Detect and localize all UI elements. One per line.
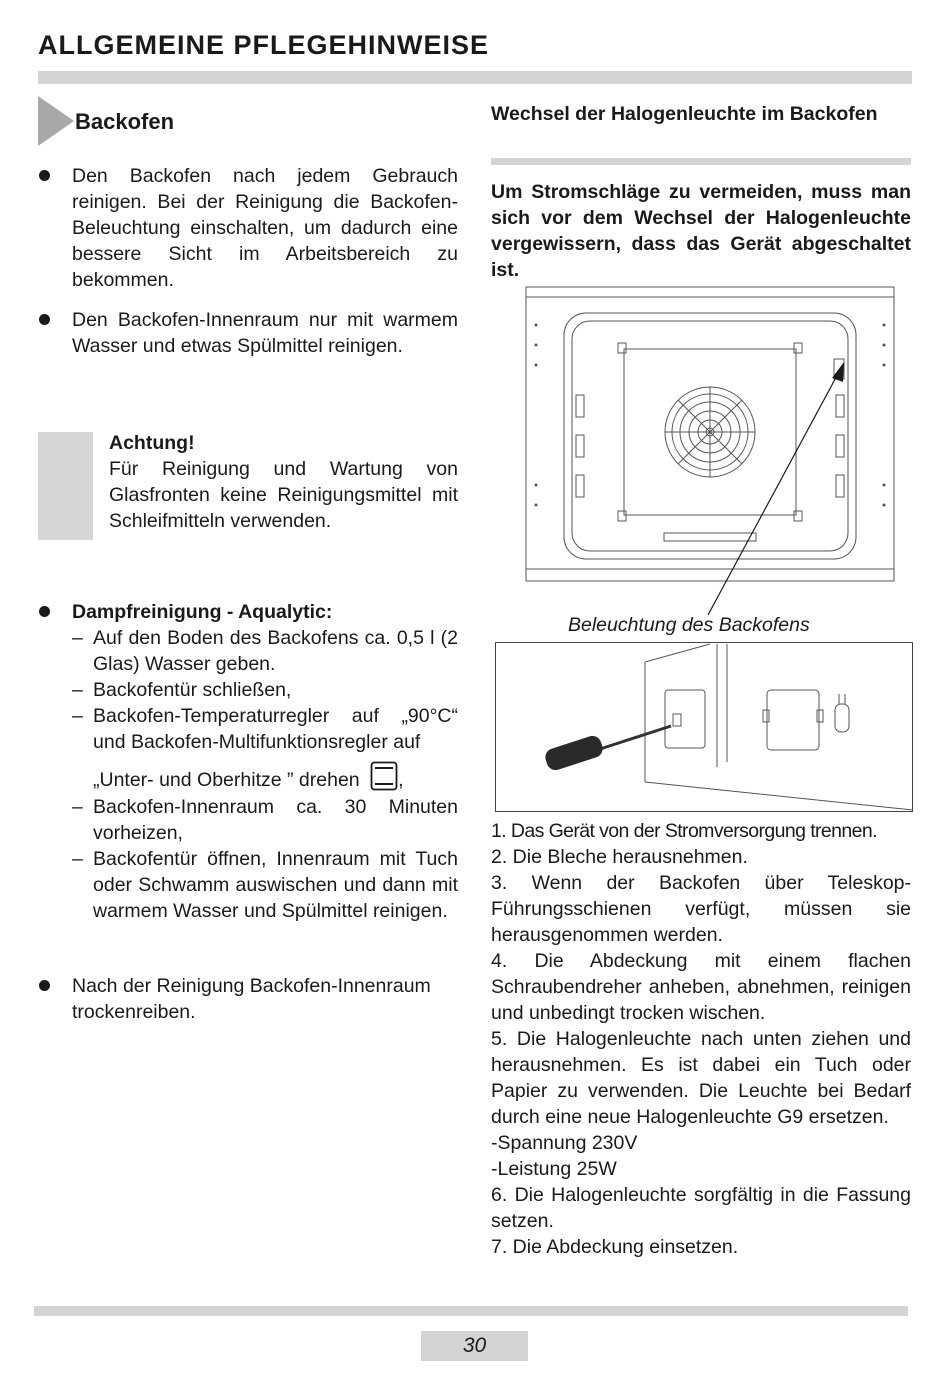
dash-marker: – xyxy=(72,705,83,727)
step-item: 6. Die Halogenleuchte sorgfältig in die Fassung setzen. xyxy=(491,1184,911,1232)
footer-rule xyxy=(34,1306,908,1316)
paragraph-dry-interior: Nach der Reinigung Backofen-Innenraum trockenreiben. xyxy=(72,975,431,1023)
steam-step-text: Auf den Boden des Backofens ca. 0,5 l (2 Glas) Wasser geben. xyxy=(93,627,458,675)
bullet-dot xyxy=(39,606,50,617)
section-title-halogen: Wechsel der Halogenleuchte im Backofen xyxy=(491,103,878,125)
step-item: 7. Die Abdeckung einsetzen. xyxy=(491,1236,739,1258)
step-item: 4. Die Abdeckung mit einem flachen Schraubendreher anheben, abnehmen, reinigen und unbedingt trocken wischen. xyxy=(491,950,911,1024)
bullet-dot xyxy=(39,314,50,325)
dash-marker: – xyxy=(72,679,83,701)
steam-step-text: Backofentür schließen, xyxy=(93,679,292,701)
page-number: 30 xyxy=(421,1331,528,1361)
warning-bar xyxy=(38,432,93,540)
warning-text: Für Reinigung und Wartung von Glasfronten keine Reinigungsmittel mit Schleifmitteln verwenden. xyxy=(109,458,458,532)
step-item: 1. Das Gerät von der Stromversorgung trennen. xyxy=(491,820,877,842)
dash-marker: – xyxy=(72,848,83,870)
steam-step xyxy=(72,625,458,677)
step-item: -Leistung 25W xyxy=(491,1158,617,1180)
page-title: ALLGEMEINE PFLEGEHINWEISE xyxy=(38,30,490,60)
steam-step-text: Backofen-Innenraum ca. 30 Minuten vorheizen, xyxy=(93,796,458,844)
replacement-steps xyxy=(491,818,911,1260)
step-item: 5. Die Halogenleuchte nach unten ziehen und herausnehmen. Es ist dabei ein Tuch oder Papier zu verwenden. Die Leuchte bei Bedarf durch eine neue Halogenleuchte G9 ersetzen. xyxy=(491,1028,911,1128)
bullet-dot xyxy=(39,980,50,991)
steam-steps-list xyxy=(72,625,458,924)
warning-title: Achtung! xyxy=(109,432,195,454)
step-item: 2. Die Bleche herausnehmen. xyxy=(491,846,748,868)
steam-step xyxy=(72,677,458,703)
steam-step-suffix: , xyxy=(398,769,404,791)
triangle-marker-icon xyxy=(38,96,74,146)
top-bottom-heat-icon xyxy=(370,761,398,791)
bulb-replacement-diagram xyxy=(495,642,913,812)
paragraph-clean-after-use: Den Backofen nach jedem Gebrauch reinigen. Bei der Reinigung die Backofen-Beleuchtung einschalten, um dadurch eine bessere Sicht im Arbeitsbereich zu bekommen. xyxy=(72,165,458,291)
section-title-backofen: Backofen xyxy=(75,109,175,134)
bullet-dot xyxy=(39,170,50,181)
steam-step xyxy=(72,794,458,846)
step-item: 3. Wenn der Backofen über Teleskop-Führungsschienen verfügt, müssen sie herausgenommen werden. xyxy=(491,872,911,946)
dash-marker: – xyxy=(72,796,83,818)
figure-caption: Beleuchtung des Backofens xyxy=(568,614,810,636)
header-rule xyxy=(38,71,912,84)
electric-shock-warning: Um Stromschläge zu vermeiden, muss man sich vor dem Wechsel der Halogenleuchte vergewissern, dass das Gerät abgeschaltet ist. xyxy=(491,181,911,281)
dash-marker: – xyxy=(72,627,83,649)
paragraph-warm-water: Den Backofen-Innenraum nur mit warmem Wasser und etwas Spülmittel reinigen. xyxy=(72,309,458,357)
steam-cleaning-title: Dampfreinigung - Aqualytic: xyxy=(72,601,333,623)
steam-step-text: Backofen-Temperaturregler auf „90°C“ und Backofen-Multifunktionsregler auf xyxy=(93,705,458,753)
steam-step xyxy=(72,703,458,794)
section-rule xyxy=(491,158,911,165)
step-item: -Spannung 230V xyxy=(491,1132,638,1154)
steam-step-text: „Unter- und Oberhitze ” drehen xyxy=(93,769,360,791)
steam-step-text: Backofentür öffnen, Innenraum mit Tuch oder Schwamm auswischen und dann mit warmem Wasser und Spülmittel reinigen. xyxy=(93,848,458,922)
pointer-arrow xyxy=(700,360,850,620)
steam-step xyxy=(72,846,458,924)
